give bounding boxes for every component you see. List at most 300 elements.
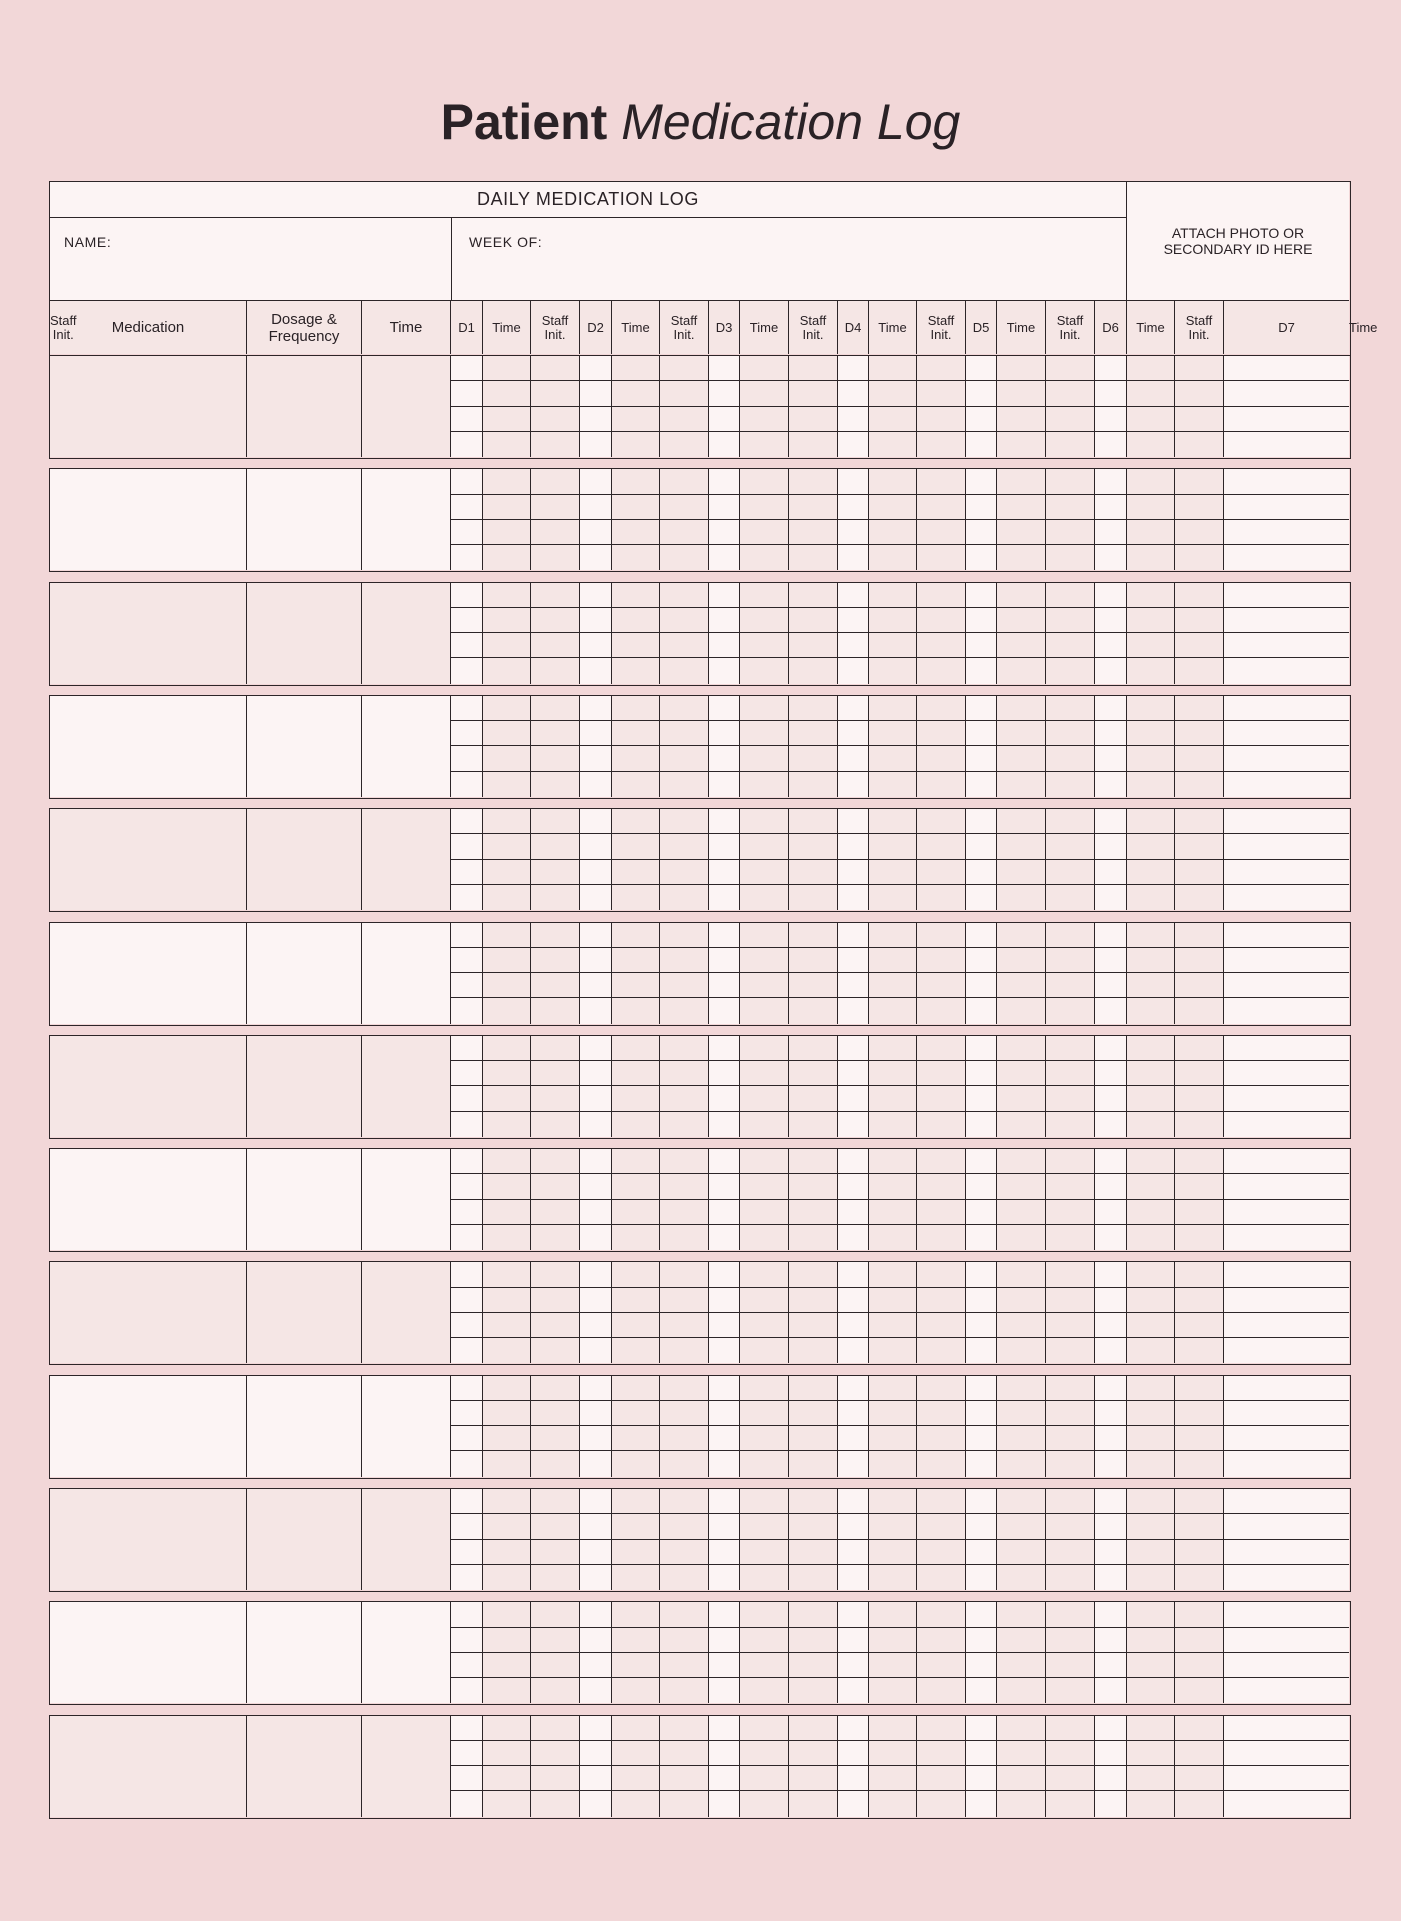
administered-time-cell[interactable] xyxy=(997,1174,1046,1199)
administered-time-cell[interactable] xyxy=(740,1489,789,1514)
day-checkbox-cell[interactable] xyxy=(580,608,612,633)
day-checkbox-cell[interactable] xyxy=(966,696,997,721)
day-checkbox-cell[interactable] xyxy=(1224,1262,1349,1287)
administered-time-cell[interactable] xyxy=(1127,1149,1175,1174)
staff-initials-cell[interactable] xyxy=(531,973,580,998)
staff-initials-cell[interactable] xyxy=(789,721,838,746)
administered-time-cell[interactable] xyxy=(483,809,531,834)
day-checkbox-cell[interactable] xyxy=(1095,1262,1127,1287)
day-checkbox-cell[interactable] xyxy=(451,633,483,658)
day-checkbox-cell[interactable] xyxy=(966,746,997,771)
day-checkbox-cell[interactable] xyxy=(1095,469,1127,494)
staff-initials-cell[interactable] xyxy=(531,721,580,746)
staff-initials-cell[interactable] xyxy=(1175,1678,1224,1703)
day-checkbox-cell[interactable] xyxy=(580,1086,612,1111)
day-checkbox-cell[interactable] xyxy=(709,1149,740,1174)
day-checkbox-cell[interactable] xyxy=(1224,1149,1349,1174)
day-checkbox-cell[interactable] xyxy=(838,356,869,381)
staff-initials-cell[interactable] xyxy=(1175,1514,1224,1539)
staff-initials-cell[interactable] xyxy=(789,658,838,683)
day-checkbox-cell[interactable] xyxy=(838,1602,869,1627)
staff-initials-cell[interactable] xyxy=(789,746,838,771)
staff-initials-cell[interactable] xyxy=(1046,520,1095,545)
administered-time-cell[interactable] xyxy=(869,608,917,633)
staff-initials-cell[interactable] xyxy=(1046,469,1095,494)
day-checkbox-cell[interactable] xyxy=(966,1628,997,1653)
administered-time-cell[interactable] xyxy=(997,1262,1046,1287)
staff-initials-cell[interactable] xyxy=(917,1401,966,1426)
day-checkbox-cell[interactable] xyxy=(838,1741,869,1766)
administered-time-cell[interactable] xyxy=(483,1338,531,1363)
medication-name-cell[interactable] xyxy=(50,1376,247,1477)
day-checkbox-cell[interactable] xyxy=(580,923,612,948)
day-checkbox-cell[interactable] xyxy=(451,1602,483,1627)
administered-time-cell[interactable] xyxy=(1127,1401,1175,1426)
administered-time-cell[interactable] xyxy=(869,381,917,406)
staff-initials-cell[interactable] xyxy=(531,545,580,570)
dosage-frequency-cell[interactable] xyxy=(247,1716,362,1817)
day-checkbox-cell[interactable] xyxy=(709,1489,740,1514)
staff-initials-cell[interactable] xyxy=(917,998,966,1023)
administered-time-cell[interactable] xyxy=(483,1061,531,1086)
day-checkbox-cell[interactable] xyxy=(451,1426,483,1451)
day-checkbox-cell[interactable] xyxy=(580,520,612,545)
administered-time-cell[interactable] xyxy=(869,1678,917,1703)
photo-id-box[interactable] xyxy=(1127,182,1349,300)
staff-initials-cell[interactable] xyxy=(660,1716,709,1741)
medication-name-cell[interactable] xyxy=(50,923,247,1024)
administered-time-cell[interactable] xyxy=(997,1112,1046,1137)
administered-time-cell[interactable] xyxy=(483,1426,531,1451)
administered-time-cell[interactable] xyxy=(1127,1766,1175,1791)
staff-initials-cell[interactable] xyxy=(1175,1086,1224,1111)
medication-name-cell[interactable] xyxy=(50,356,247,457)
day-checkbox-cell[interactable] xyxy=(838,772,869,797)
day-checkbox-cell[interactable] xyxy=(709,1426,740,1451)
administered-time-cell[interactable] xyxy=(869,998,917,1023)
day-checkbox-cell[interactable] xyxy=(1224,1540,1349,1565)
administered-time-cell[interactable] xyxy=(612,1791,660,1816)
staff-initials-cell[interactable] xyxy=(660,381,709,406)
staff-initials-cell[interactable] xyxy=(1046,696,1095,721)
administered-time-cell[interactable] xyxy=(1127,1200,1175,1225)
day-checkbox-cell[interactable] xyxy=(1224,583,1349,608)
day-checkbox-cell[interactable] xyxy=(1095,885,1127,910)
medication-name-cell[interactable] xyxy=(50,696,247,797)
day-checkbox-cell[interactable] xyxy=(709,1036,740,1061)
staff-initials-cell[interactable] xyxy=(531,432,580,457)
administered-time-cell[interactable] xyxy=(997,1678,1046,1703)
staff-initials-cell[interactable] xyxy=(1175,885,1224,910)
administered-time-cell[interactable] xyxy=(1127,520,1175,545)
administered-time-cell[interactable] xyxy=(483,860,531,885)
staff-initials-cell[interactable] xyxy=(789,545,838,570)
administered-time-cell[interactable] xyxy=(869,633,917,658)
staff-initials-cell[interactable] xyxy=(1175,923,1224,948)
staff-initials-cell[interactable] xyxy=(660,545,709,570)
day-checkbox-cell[interactable] xyxy=(580,973,612,998)
administered-time-cell[interactable] xyxy=(1127,583,1175,608)
day-checkbox-cell[interactable] xyxy=(451,1174,483,1199)
day-checkbox-cell[interactable] xyxy=(709,1313,740,1338)
day-checkbox-cell[interactable] xyxy=(709,432,740,457)
staff-initials-cell[interactable] xyxy=(1175,1628,1224,1653)
staff-initials-cell[interactable] xyxy=(1046,1741,1095,1766)
staff-initials-cell[interactable] xyxy=(917,1338,966,1363)
staff-initials-cell[interactable] xyxy=(1175,1741,1224,1766)
administered-time-cell[interactable] xyxy=(612,746,660,771)
administered-time-cell[interactable] xyxy=(612,772,660,797)
administered-time-cell[interactable] xyxy=(740,772,789,797)
day-checkbox-cell[interactable] xyxy=(709,1086,740,1111)
administered-time-cell[interactable] xyxy=(612,885,660,910)
staff-initials-cell[interactable] xyxy=(789,1741,838,1766)
administered-time-cell[interactable] xyxy=(483,1200,531,1225)
staff-initials-cell[interactable] xyxy=(1046,998,1095,1023)
day-checkbox-cell[interactable] xyxy=(838,1540,869,1565)
staff-initials-cell[interactable] xyxy=(917,1288,966,1313)
day-checkbox-cell[interactable] xyxy=(580,633,612,658)
administered-time-cell[interactable] xyxy=(612,1262,660,1287)
administered-time-cell[interactable] xyxy=(869,520,917,545)
administered-time-cell[interactable] xyxy=(997,885,1046,910)
administered-time-cell[interactable] xyxy=(483,1741,531,1766)
day-checkbox-cell[interactable] xyxy=(1224,1628,1349,1653)
day-checkbox-cell[interactable] xyxy=(451,432,483,457)
staff-initials-cell[interactable] xyxy=(1046,1791,1095,1816)
staff-initials-cell[interactable] xyxy=(660,608,709,633)
staff-initials-cell[interactable] xyxy=(1175,583,1224,608)
staff-initials-cell[interactable] xyxy=(1046,1200,1095,1225)
day-checkbox-cell[interactable] xyxy=(838,1514,869,1539)
administered-time-cell[interactable] xyxy=(740,696,789,721)
administered-time-cell[interactable] xyxy=(1127,1112,1175,1137)
day-checkbox-cell[interactable] xyxy=(1095,1086,1127,1111)
day-checkbox-cell[interactable] xyxy=(1095,1376,1127,1401)
administered-time-cell[interactable] xyxy=(997,1313,1046,1338)
day-checkbox-cell[interactable] xyxy=(580,809,612,834)
staff-initials-cell[interactable] xyxy=(531,860,580,885)
administered-time-cell[interactable] xyxy=(1127,1036,1175,1061)
administered-time-cell[interactable] xyxy=(1127,746,1175,771)
day-checkbox-cell[interactable] xyxy=(709,1653,740,1678)
staff-initials-cell[interactable] xyxy=(1175,1716,1224,1741)
administered-time-cell[interactable] xyxy=(1127,1086,1175,1111)
administered-time-cell[interactable] xyxy=(1127,1288,1175,1313)
administered-time-cell[interactable] xyxy=(612,608,660,633)
day-checkbox-cell[interactable] xyxy=(966,1200,997,1225)
administered-time-cell[interactable] xyxy=(612,1678,660,1703)
administered-time-cell[interactable] xyxy=(612,1628,660,1653)
staff-initials-cell[interactable] xyxy=(917,583,966,608)
administered-time-cell[interactable] xyxy=(740,1200,789,1225)
administered-time-cell[interactable] xyxy=(483,1489,531,1514)
staff-initials-cell[interactable] xyxy=(789,633,838,658)
day-checkbox-cell[interactable] xyxy=(580,1678,612,1703)
staff-initials-cell[interactable] xyxy=(531,1653,580,1678)
day-checkbox-cell[interactable] xyxy=(451,407,483,432)
administered-time-cell[interactable] xyxy=(869,545,917,570)
scheduled-time-cell[interactable] xyxy=(362,1489,451,1590)
administered-time-cell[interactable] xyxy=(483,1602,531,1627)
staff-initials-cell[interactable] xyxy=(1046,407,1095,432)
staff-initials-cell[interactable] xyxy=(1175,1200,1224,1225)
administered-time-cell[interactable] xyxy=(483,834,531,859)
day-checkbox-cell[interactable] xyxy=(580,1791,612,1816)
scheduled-time-cell[interactable] xyxy=(362,583,451,684)
staff-initials-cell[interactable] xyxy=(531,1262,580,1287)
staff-initials-cell[interactable] xyxy=(917,1766,966,1791)
scheduled-time-cell[interactable] xyxy=(362,1602,451,1703)
staff-initials-cell[interactable] xyxy=(917,1791,966,1816)
scheduled-time-cell[interactable] xyxy=(362,469,451,570)
administered-time-cell[interactable] xyxy=(1127,1489,1175,1514)
administered-time-cell[interactable] xyxy=(869,495,917,520)
staff-initials-cell[interactable] xyxy=(1175,1174,1224,1199)
administered-time-cell[interactable] xyxy=(483,608,531,633)
administered-time-cell[interactable] xyxy=(1127,1061,1175,1086)
administered-time-cell[interactable] xyxy=(483,1288,531,1313)
administered-time-cell[interactable] xyxy=(740,1628,789,1653)
staff-initials-cell[interactable] xyxy=(917,1678,966,1703)
staff-initials-cell[interactable] xyxy=(1175,948,1224,973)
day-checkbox-cell[interactable] xyxy=(1224,608,1349,633)
staff-initials-cell[interactable] xyxy=(1175,1565,1224,1590)
staff-initials-cell[interactable] xyxy=(917,1514,966,1539)
staff-initials-cell[interactable] xyxy=(531,1338,580,1363)
administered-time-cell[interactable] xyxy=(740,1338,789,1363)
administered-time-cell[interactable] xyxy=(1127,1225,1175,1250)
administered-time-cell[interactable] xyxy=(997,1489,1046,1514)
day-checkbox-cell[interactable] xyxy=(709,1791,740,1816)
staff-initials-cell[interactable] xyxy=(531,1112,580,1137)
day-checkbox-cell[interactable] xyxy=(838,545,869,570)
administered-time-cell[interactable] xyxy=(483,1716,531,1741)
staff-initials-cell[interactable] xyxy=(1046,1112,1095,1137)
administered-time-cell[interactable] xyxy=(869,948,917,973)
staff-initials-cell[interactable] xyxy=(1046,923,1095,948)
day-checkbox-cell[interactable] xyxy=(1224,1174,1349,1199)
administered-time-cell[interactable] xyxy=(483,469,531,494)
day-checkbox-cell[interactable] xyxy=(1224,1200,1349,1225)
day-checkbox-cell[interactable] xyxy=(580,1036,612,1061)
day-checkbox-cell[interactable] xyxy=(580,1489,612,1514)
dosage-frequency-cell[interactable] xyxy=(247,696,362,797)
administered-time-cell[interactable] xyxy=(869,1716,917,1741)
staff-initials-cell[interactable] xyxy=(531,885,580,910)
day-checkbox-cell[interactable] xyxy=(1224,658,1349,683)
administered-time-cell[interactable] xyxy=(740,834,789,859)
administered-time-cell[interactable] xyxy=(1127,545,1175,570)
administered-time-cell[interactable] xyxy=(612,1766,660,1791)
administered-time-cell[interactable] xyxy=(612,1514,660,1539)
staff-initials-cell[interactable] xyxy=(1046,432,1095,457)
administered-time-cell[interactable] xyxy=(740,948,789,973)
administered-time-cell[interactable] xyxy=(740,633,789,658)
staff-initials-cell[interactable] xyxy=(1175,1426,1224,1451)
staff-initials-cell[interactable] xyxy=(1046,1766,1095,1791)
staff-initials-cell[interactable] xyxy=(789,1540,838,1565)
administered-time-cell[interactable] xyxy=(997,1565,1046,1590)
administered-time-cell[interactable] xyxy=(1127,608,1175,633)
administered-time-cell[interactable] xyxy=(997,696,1046,721)
day-checkbox-cell[interactable] xyxy=(838,1288,869,1313)
staff-initials-cell[interactable] xyxy=(1046,1288,1095,1313)
staff-initials-cell[interactable] xyxy=(1175,772,1224,797)
staff-initials-cell[interactable] xyxy=(789,469,838,494)
administered-time-cell[interactable] xyxy=(740,520,789,545)
administered-time-cell[interactable] xyxy=(612,1061,660,1086)
day-checkbox-cell[interactable] xyxy=(838,1086,869,1111)
staff-initials-cell[interactable] xyxy=(1046,721,1095,746)
staff-initials-cell[interactable] xyxy=(660,1653,709,1678)
day-checkbox-cell[interactable] xyxy=(966,923,997,948)
administered-time-cell[interactable] xyxy=(612,1225,660,1250)
day-checkbox-cell[interactable] xyxy=(966,633,997,658)
staff-initials-cell[interactable] xyxy=(917,1200,966,1225)
administered-time-cell[interactable] xyxy=(997,1200,1046,1225)
administered-time-cell[interactable] xyxy=(740,1174,789,1199)
day-checkbox-cell[interactable] xyxy=(966,1376,997,1401)
staff-initials-cell[interactable] xyxy=(660,1540,709,1565)
administered-time-cell[interactable] xyxy=(612,407,660,432)
administered-time-cell[interactable] xyxy=(612,583,660,608)
day-checkbox-cell[interactable] xyxy=(1095,1716,1127,1741)
day-checkbox-cell[interactable] xyxy=(838,1766,869,1791)
day-checkbox-cell[interactable] xyxy=(451,1112,483,1137)
administered-time-cell[interactable] xyxy=(997,495,1046,520)
staff-initials-cell[interactable] xyxy=(531,746,580,771)
staff-initials-cell[interactable] xyxy=(789,1628,838,1653)
administered-time-cell[interactable] xyxy=(869,834,917,859)
day-checkbox-cell[interactable] xyxy=(838,1451,869,1476)
day-checkbox-cell[interactable] xyxy=(1224,1678,1349,1703)
staff-initials-cell[interactable] xyxy=(789,1489,838,1514)
day-checkbox-cell[interactable] xyxy=(709,1112,740,1137)
administered-time-cell[interactable] xyxy=(997,998,1046,1023)
administered-time-cell[interactable] xyxy=(483,1086,531,1111)
staff-initials-cell[interactable] xyxy=(1046,1174,1095,1199)
administered-time-cell[interactable] xyxy=(997,1602,1046,1627)
staff-initials-cell[interactable] xyxy=(1046,1565,1095,1590)
administered-time-cell[interactable] xyxy=(740,495,789,520)
administered-time-cell[interactable] xyxy=(612,432,660,457)
staff-initials-cell[interactable] xyxy=(1175,1036,1224,1061)
administered-time-cell[interactable] xyxy=(483,998,531,1023)
administered-time-cell[interactable] xyxy=(1127,948,1175,973)
day-checkbox-cell[interactable] xyxy=(838,1401,869,1426)
staff-initials-cell[interactable] xyxy=(789,1716,838,1741)
day-checkbox-cell[interactable] xyxy=(451,1489,483,1514)
staff-initials-cell[interactable] xyxy=(1175,973,1224,998)
staff-initials-cell[interactable] xyxy=(789,923,838,948)
staff-initials-cell[interactable] xyxy=(789,1338,838,1363)
dosage-frequency-cell[interactable] xyxy=(247,1376,362,1477)
administered-time-cell[interactable] xyxy=(483,495,531,520)
day-checkbox-cell[interactable] xyxy=(1224,1061,1349,1086)
administered-time-cell[interactable] xyxy=(740,1514,789,1539)
administered-time-cell[interactable] xyxy=(997,1514,1046,1539)
day-checkbox-cell[interactable] xyxy=(1224,1791,1349,1816)
staff-initials-cell[interactable] xyxy=(660,1225,709,1250)
administered-time-cell[interactable] xyxy=(740,923,789,948)
administered-time-cell[interactable] xyxy=(869,1628,917,1653)
staff-initials-cell[interactable] xyxy=(1046,608,1095,633)
scheduled-time-cell[interactable] xyxy=(362,1149,451,1250)
administered-time-cell[interactable] xyxy=(869,696,917,721)
day-checkbox-cell[interactable] xyxy=(966,1338,997,1363)
staff-initials-cell[interactable] xyxy=(531,696,580,721)
day-checkbox-cell[interactable] xyxy=(709,721,740,746)
staff-initials-cell[interactable] xyxy=(1175,633,1224,658)
dosage-frequency-cell[interactable] xyxy=(247,1036,362,1137)
administered-time-cell[interactable] xyxy=(869,1200,917,1225)
staff-initials-cell[interactable] xyxy=(789,1288,838,1313)
day-checkbox-cell[interactable] xyxy=(1095,772,1127,797)
day-checkbox-cell[interactable] xyxy=(1224,973,1349,998)
administered-time-cell[interactable] xyxy=(1127,721,1175,746)
administered-time-cell[interactable] xyxy=(997,658,1046,683)
administered-time-cell[interactable] xyxy=(997,608,1046,633)
day-checkbox-cell[interactable] xyxy=(451,1514,483,1539)
staff-initials-cell[interactable] xyxy=(660,1565,709,1590)
administered-time-cell[interactable] xyxy=(869,860,917,885)
day-checkbox-cell[interactable] xyxy=(580,583,612,608)
administered-time-cell[interactable] xyxy=(1127,1741,1175,1766)
day-checkbox-cell[interactable] xyxy=(709,998,740,1023)
day-checkbox-cell[interactable] xyxy=(1224,1401,1349,1426)
day-checkbox-cell[interactable] xyxy=(451,1653,483,1678)
day-checkbox-cell[interactable] xyxy=(580,1112,612,1137)
staff-initials-cell[interactable] xyxy=(660,1628,709,1653)
day-checkbox-cell[interactable] xyxy=(451,1716,483,1741)
administered-time-cell[interactable] xyxy=(740,608,789,633)
day-checkbox-cell[interactable] xyxy=(1095,948,1127,973)
day-checkbox-cell[interactable] xyxy=(580,1401,612,1426)
staff-initials-cell[interactable] xyxy=(660,923,709,948)
staff-initials-cell[interactable] xyxy=(1046,1376,1095,1401)
day-checkbox-cell[interactable] xyxy=(1224,1741,1349,1766)
administered-time-cell[interactable] xyxy=(869,923,917,948)
administered-time-cell[interactable] xyxy=(740,1313,789,1338)
day-checkbox-cell[interactable] xyxy=(580,1288,612,1313)
staff-initials-cell[interactable] xyxy=(917,495,966,520)
staff-initials-cell[interactable] xyxy=(789,583,838,608)
day-checkbox-cell[interactable] xyxy=(966,1514,997,1539)
day-checkbox-cell[interactable] xyxy=(966,1262,997,1287)
day-checkbox-cell[interactable] xyxy=(580,1313,612,1338)
administered-time-cell[interactable] xyxy=(612,469,660,494)
administered-time-cell[interactable] xyxy=(612,1036,660,1061)
day-checkbox-cell[interactable] xyxy=(1224,1225,1349,1250)
day-checkbox-cell[interactable] xyxy=(451,356,483,381)
staff-initials-cell[interactable] xyxy=(1175,1540,1224,1565)
day-checkbox-cell[interactable] xyxy=(1224,633,1349,658)
administered-time-cell[interactable] xyxy=(869,1741,917,1766)
day-checkbox-cell[interactable] xyxy=(966,381,997,406)
administered-time-cell[interactable] xyxy=(997,923,1046,948)
staff-initials-cell[interactable] xyxy=(917,809,966,834)
staff-initials-cell[interactable] xyxy=(917,1716,966,1741)
staff-initials-cell[interactable] xyxy=(660,721,709,746)
staff-initials-cell[interactable] xyxy=(1175,860,1224,885)
day-checkbox-cell[interactable] xyxy=(966,1036,997,1061)
day-checkbox-cell[interactable] xyxy=(1095,1791,1127,1816)
administered-time-cell[interactable] xyxy=(483,1112,531,1137)
administered-time-cell[interactable] xyxy=(483,633,531,658)
staff-initials-cell[interactable] xyxy=(531,1288,580,1313)
day-checkbox-cell[interactable] xyxy=(580,1174,612,1199)
